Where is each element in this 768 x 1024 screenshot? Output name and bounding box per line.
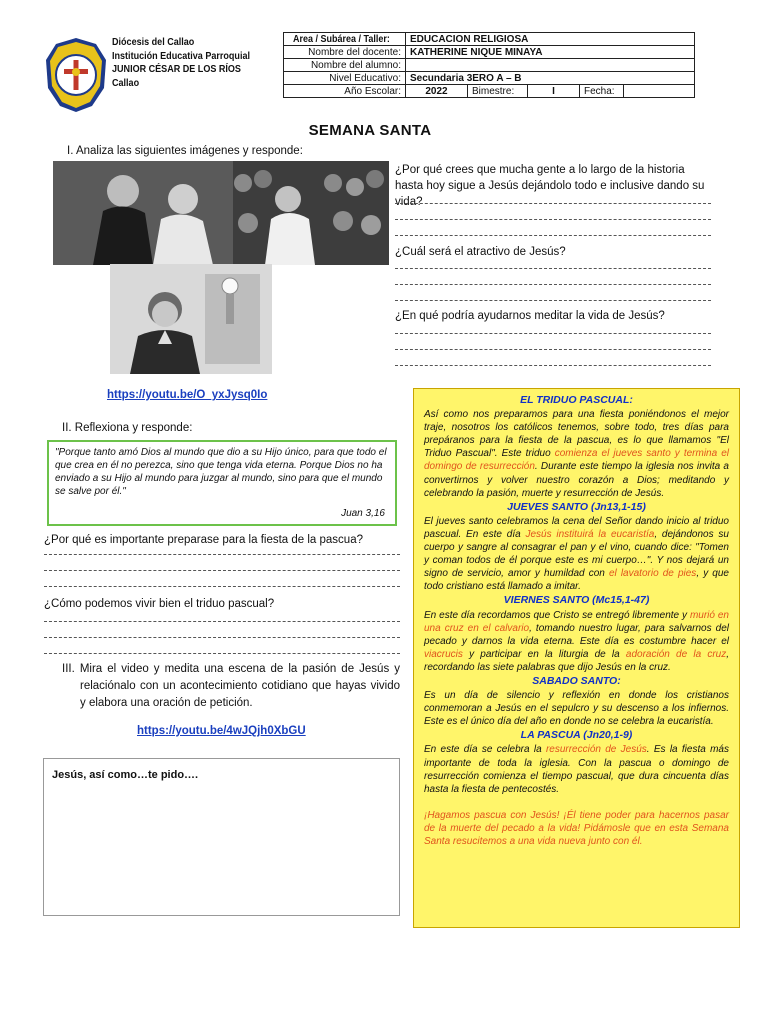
video-link-1[interactable]: https://youtu.be/O_yxJysq0Io [107,389,268,401]
section-2-question-1: ¿Por qué es importante preparase para la fiesta de la pascua? [44,534,363,546]
section-3-instructions: III. Mira el video y medita una escena de la pasión de Jesús y relaciónalo con un acontecimiento cotidiano que hayas vivido y elabora una oración de petición. [62,663,400,709]
student-label: Nombre del alumno: [284,59,406,72]
answer-line[interactable] [395,333,711,334]
level-value: Secundaria 3ERO A – B [406,72,695,85]
question-3: ¿En qué podría ayudarnos meditar la vida de Jesús? [395,310,665,322]
year-value: 2022 [406,85,468,98]
date-field[interactable] [624,85,695,98]
teacher-value: KATHERINE NIQUE MINAYA [406,46,695,59]
viernes-santo-title: VIERNES SANTO (Mc15,1-47) [503,594,650,607]
answer-line[interactable] [44,586,400,587]
pascua-title: LA PASCUA (Jn20,1-9) [520,729,633,742]
answer-line[interactable] [395,365,711,366]
page-title: SEMANA SANTA [308,122,432,139]
jueves-santo-text: El jueves santo celebramos la cena del Señor dando inicio al triduo pascual. En este día Jesús instituirá la eucaristía, dejándonos su cuerpo y sangre al consagrar el pan y el vino, cuando dice: "Tomen y coman todos de él porque este es mi cuerpo…". Y nos dejará un signo de servicio, amor y humildad con el lavatorio de pies, y que todo cristiano está llamado a imitar. [424,515,729,593]
answer-line[interactable] [395,300,711,301]
answer-line[interactable] [44,570,400,571]
level-label: Nivel Educativo: [284,72,406,85]
jueves-santo-title: JUEVES SANTO (Jn13,1-15) [507,500,646,513]
clergy-and-children-photo [53,161,389,265]
answer-line[interactable] [395,203,711,204]
triduo-closing-text: ¡Hagamos pascua con Jesús! ¡Él tiene poder para hacernos pasar de la muerte del pecado a la vida! Pidámosle que en esta Semana Santa resucitemos a una vida nueva junto con él. [424,809,729,847]
school-city: Callao [112,76,140,89]
triduo-title: EL TRIDUO PASCUAL: [520,394,633,406]
question-1: ¿Por qué crees que mucha gente a lo largo de la historia hasta hoy sigue a Jesús dejándolo todo e inclusive dando su vida? [395,164,705,208]
section-2-heading: II. Reflexiona y responde: [62,422,193,434]
answer-line[interactable] [44,637,400,638]
triduo-pascual-info-box [413,388,740,928]
school-seal-logo [44,36,108,114]
header-info-table [283,32,695,98]
date-label: Fecha: [580,85,624,98]
answer-line[interactable] [395,219,711,220]
question-2: ¿Cuál será el atractivo de Jesús? [395,246,566,258]
young-man-praying-photo [110,264,272,374]
student-name-field[interactable] [406,59,695,72]
year-label: Año Escolar: [284,85,406,98]
bimester-value: I [528,85,580,98]
answer-line[interactable] [44,621,400,622]
answer-line[interactable] [44,554,400,555]
section-2-question-2: ¿Cómo podemos vivir bien el triduo pascual? [44,598,275,610]
teacher-label: Nombre del docente: [284,46,406,59]
bible-quote-text: "Porque tanto amó Dios al mundo que dio a su Hijo único, para que todo el que crea en él no perezca, sino que tenga vida eterna. Porque Dios no ha enviado a su Hijo al mundo para juzgar al mundo, sino para que el mundo se salve por él." [55,447,387,497]
answer-line[interactable] [44,653,400,654]
prayer-prompt: Jesús, así como…te pido…. [52,769,199,781]
answer-line[interactable] [395,349,711,350]
prayer-writing-box[interactable] [43,758,400,916]
answer-line[interactable] [395,268,711,269]
diocese-name: Diócesis del Callao [112,36,195,48]
school-name: JUNIOR CÉSAR DE LOS RÍOS [112,63,241,75]
area-label: Area / Subárea / Taller: [284,33,406,46]
pascua-text: En este día se celebra la resurrección de Jesús. Es la fiesta más importante de toda la iglesia. Con la pascua o domingo de resurrección comienza el tiempo pascual, que dura cincuenta días hasta la fiesta de pentecostés. [424,744,729,795]
answer-line[interactable] [395,284,711,285]
bible-quote-reference: Juan 3,16 [341,508,385,519]
bible-quote-box [47,440,397,526]
sabado-santo-title: SABADO SANTO: [532,674,621,687]
section-1-heading: I. Analiza las siguientes imágenes y responde: [67,145,303,157]
video-link-2[interactable]: https://youtu.be/4wJQjh0XbGU [137,725,306,737]
area-value: EDUCACION RELIGIOSA [406,33,695,46]
triduo-intro: Así como nos preparamos para una fiesta poniéndonos el mejor traje, nosotros los católicos tenemos, sobre todo, tres días para prepáranos para la fiesta de la pascua, es lo que llamamos "El Triduo Pascual". Este triduo comienza el jueves santo y termina el domingo de resurrección. Durante este tiempo la iglesia nos invita a convertirnos y volver nuestro corazón a Dios; meditando y celebrando la pasión, muerte y resurrección de Jesús. [424,409,729,499]
sabado-santo-text: Es un día de silencio y reflexión en donde los cristianos conmemoran a Jesús en el sepulcro y su descenso a los infiernos. Este es el único día del año en donde no se celebra la eucaristía. [424,690,729,728]
bimester-label: Bimestre: [468,85,528,98]
viernes-santo-text: En este día recordamos que Cristo se entregó libremente y murió en una cruz en el calvario, tomando nuestro lugar, para salvarnos del pecado y darnos la vida eterna. Este día es costumbre hacer el viacrucis y participar en la liturgia de la adoración de la cruz, recordando las siete palabras que dijo Jesús en la cruz. [424,609,730,673]
answer-line[interactable] [395,235,711,236]
school-name-block [112,36,250,90]
institution-type: Institución Educativa Parroquial [112,49,250,62]
